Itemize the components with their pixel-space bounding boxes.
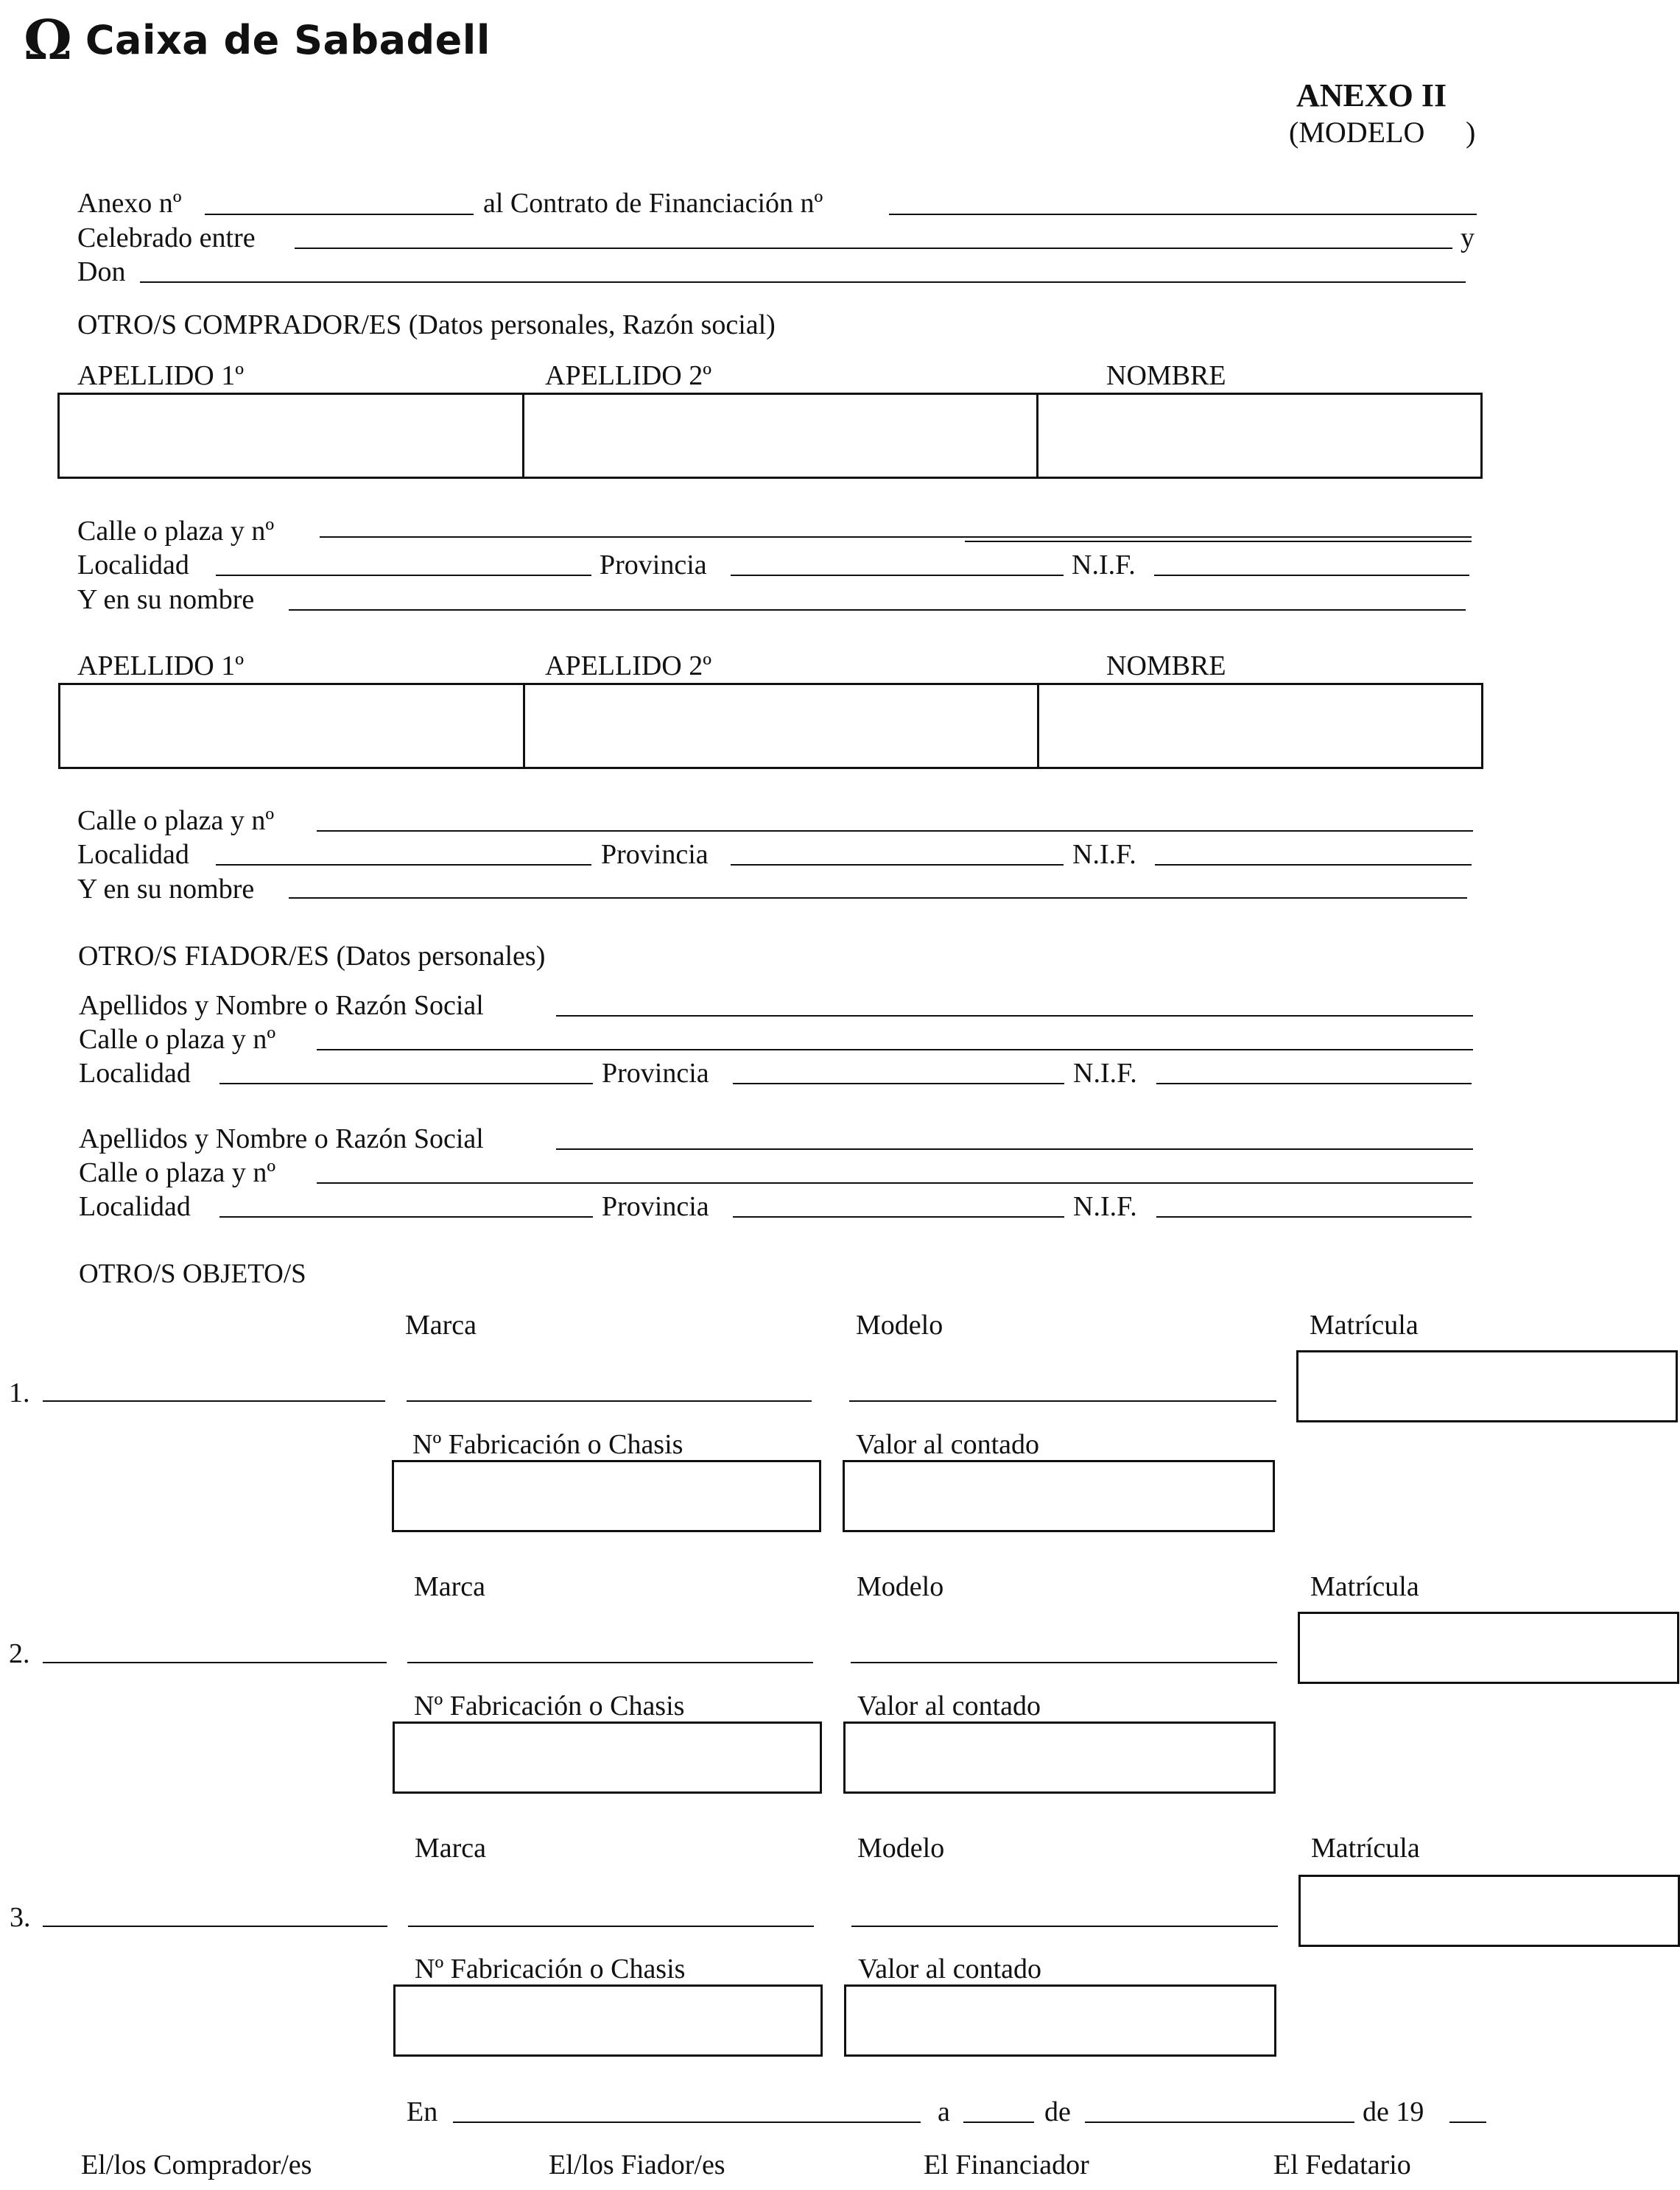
don-field[interactable] [140, 281, 1466, 283]
guarantor-2-street-field[interactable] [317, 1182, 1473, 1184]
object-2-model-field[interactable] [851, 1662, 1277, 1663]
buyer-1-nif-label: N.I.F. [1072, 550, 1136, 580]
object-1-model-label: Modelo [856, 1310, 943, 1341]
object-1-brand-field[interactable] [407, 1400, 812, 1402]
buyer-1-locality-field[interactable] [216, 575, 591, 576]
buyer-2-locality-field[interactable] [216, 864, 591, 866]
and-label: y [1461, 222, 1475, 253]
object-1-cash-label: Valor al contado [856, 1429, 1040, 1460]
buyer-2-behalf-label: Y en su nombre [77, 874, 255, 905]
buyer-2-street-field[interactable] [317, 830, 1473, 832]
bank-logo [24, 9, 491, 72]
object-2-cash-box[interactable] [843, 1722, 1276, 1794]
col-surname1-label: APELLIDO 1º [77, 360, 245, 391]
buyer-2-divider-1 [523, 685, 525, 767]
col-surname2-label-2: APELLIDO 2º [545, 650, 712, 681]
guarantor-2-street-label: Calle o plaza y nº [79, 1157, 276, 1188]
buyer-2-divider-2 [1037, 685, 1039, 767]
guarantor-1-street-label: Calle o plaza y nº [79, 1024, 276, 1055]
guarantors-section-title: OTRO/S FIADOR/ES (Datos personales) [78, 941, 546, 972]
object-2-description-field[interactable] [43, 1662, 387, 1663]
object-3-cash-box[interactable] [844, 1984, 1276, 2057]
year-label: de 19 [1363, 2096, 1424, 2127]
object-3-brand-field[interactable] [408, 1926, 814, 1927]
col-name-label: NOMBRE [1106, 360, 1226, 391]
object-3-plate-label: Matrícula [1311, 1833, 1420, 1864]
object-3-model-label: Modelo [857, 1833, 945, 1864]
guarantor-2-province-label: Provincia [602, 1191, 709, 1222]
buyers-signature-label: El/los Comprador/es [81, 2149, 312, 2180]
buyer-1-behalf-field[interactable] [289, 609, 1466, 611]
object-2-brand-field[interactable] [407, 1662, 813, 1663]
col-name-label-2: NOMBRE [1106, 650, 1226, 681]
buyer-1-street-label: Calle o plaza y nº [77, 516, 275, 547]
guarantor-2-fullname-label: Apellidos y Nombre o Razón Social [79, 1123, 484, 1154]
year-field[interactable] [1449, 2121, 1486, 2123]
object-3-chassis-label: Nº Fabricación o Chasis [415, 1954, 686, 1984]
object-3-number: 3. [10, 1902, 31, 1933]
notary-signature-label: El Fedatario [1273, 2149, 1411, 2180]
day-field[interactable] [963, 2121, 1034, 2123]
object-3-model-field[interactable] [851, 1926, 1278, 1927]
contract-no-label: al Contrato de Financiación nº [483, 188, 823, 219]
buyer-2-locality-label: Localidad [77, 839, 189, 870]
object-1-plate-label: Matrícula [1310, 1310, 1419, 1341]
annex-model-label: (MODELO [1289, 116, 1425, 149]
buyer-1-divider-2 [1036, 395, 1038, 477]
object-1-chassis-box[interactable] [392, 1460, 821, 1532]
object-1-number: 1. [9, 1377, 30, 1408]
buyer-2-province-label: Provincia [601, 839, 709, 870]
buyer-1-locality-label: Localidad [77, 550, 189, 580]
between-field[interactable] [295, 248, 1452, 249]
guarantor-1-fullname-field[interactable] [556, 1015, 1473, 1017]
buyer-2-province-field[interactable] [731, 864, 1064, 866]
month-label: de [1044, 2096, 1071, 2127]
place-field[interactable] [453, 2121, 921, 2123]
object-2-brand-label: Marca [414, 1571, 486, 1602]
object-3-plate-box[interactable] [1298, 1875, 1680, 1947]
buyer-2-behalf-field[interactable] [289, 897, 1467, 899]
between-label: Celebrado entre [77, 222, 256, 253]
guarantor-2-locality-field[interactable] [219, 1216, 593, 1218]
buyer-1-street-field[interactable] [320, 536, 1472, 538]
buyer-1-province-field[interactable] [731, 575, 1064, 576]
buyer-1-nif-field[interactable] [1154, 575, 1469, 576]
guarantors-signature-label: El/los Fiador/es [549, 2149, 725, 2180]
guarantor-1-nif-label: N.I.F. [1073, 1058, 1137, 1089]
guarantor-2-province-field[interactable] [733, 1216, 1064, 1218]
object-3-cash-label: Valor al contado [858, 1954, 1042, 1984]
omega-logo-icon: Ω [24, 9, 72, 72]
buyer-2-street-label: Calle o plaza y nº [77, 805, 275, 836]
guarantor-2-nif-field[interactable] [1156, 1216, 1472, 1218]
buyer-2-nif-field[interactable] [1155, 864, 1472, 866]
object-2-chassis-label: Nº Fabricación o Chasis [414, 1691, 685, 1722]
guarantor-1-nif-field[interactable] [1156, 1083, 1472, 1084]
object-3-chassis-box[interactable] [393, 1984, 823, 2057]
object-2-model-label: Modelo [857, 1571, 944, 1602]
object-3-description-field[interactable] [43, 1926, 387, 1927]
buyer-2-name-box [58, 683, 1483, 769]
annex-model-close: ) [1466, 116, 1476, 149]
col-surname1-label-2: APELLIDO 1º [77, 650, 245, 681]
annex-title: ANEXO II [1296, 77, 1447, 113]
buyer-1-province-label: Provincia [600, 550, 707, 580]
object-1-chassis-label: Nº Fabricación o Chasis [412, 1429, 683, 1460]
annex-no-field[interactable] [205, 214, 474, 215]
guarantor-1-fullname-label: Apellidos y Nombre o Razón Social [79, 990, 484, 1021]
annex-no-label: Anexo nº [77, 188, 182, 219]
object-1-brand-label: Marca [405, 1310, 477, 1341]
object-3-brand-label: Marca [415, 1833, 487, 1864]
buyers-section-title: OTRO/S COMPRADOR/ES (Datos personales, Razón social) [77, 309, 776, 340]
month-field[interactable] [1085, 2121, 1354, 2123]
guarantor-1-street-field[interactable] [317, 1049, 1473, 1050]
buyer-2-nif-label: N.I.F. [1072, 839, 1136, 870]
brand-name: Caixa de Sabadell [85, 17, 491, 63]
buyer-1-street-field-extra [965, 541, 1472, 542]
guarantor-1-province-label: Provincia [602, 1058, 709, 1089]
object-2-number: 2. [9, 1638, 30, 1669]
guarantor-2-fullname-field[interactable] [556, 1148, 1473, 1150]
guarantor-1-locality-field[interactable] [219, 1083, 593, 1084]
guarantor-2-nif-label: N.I.F. [1073, 1191, 1137, 1222]
buyer-1-divider-1 [522, 395, 524, 477]
object-2-plate-label: Matrícula [1310, 1571, 1419, 1602]
contract-no-field[interactable] [889, 214, 1477, 215]
object-1-model-field[interactable] [849, 1400, 1276, 1402]
object-1-plate-box[interactable] [1296, 1350, 1678, 1422]
day-label: a [938, 2096, 950, 2127]
col-surname2-label: APELLIDO 2º [545, 360, 712, 391]
object-2-cash-label: Valor al contado [857, 1691, 1041, 1722]
buyer-1-name-box [57, 393, 1483, 479]
object-2-plate-box[interactable] [1298, 1612, 1679, 1684]
guarantor-2-locality-label: Localidad [79, 1191, 191, 1222]
place-label: En [407, 2096, 438, 2127]
buyer-1-behalf-label: Y en su nombre [77, 584, 255, 615]
object-1-cash-box[interactable] [843, 1460, 1275, 1532]
objects-section-title: OTRO/S OBJETO/S [79, 1259, 306, 1289]
object-2-chassis-box[interactable] [393, 1722, 822, 1794]
object-1-description-field[interactable] [43, 1400, 385, 1402]
don-label: Don [77, 256, 126, 287]
guarantor-1-province-field[interactable] [733, 1083, 1064, 1084]
guarantor-1-locality-label: Localidad [79, 1058, 191, 1089]
financier-signature-label: El Financiador [924, 2149, 1089, 2180]
